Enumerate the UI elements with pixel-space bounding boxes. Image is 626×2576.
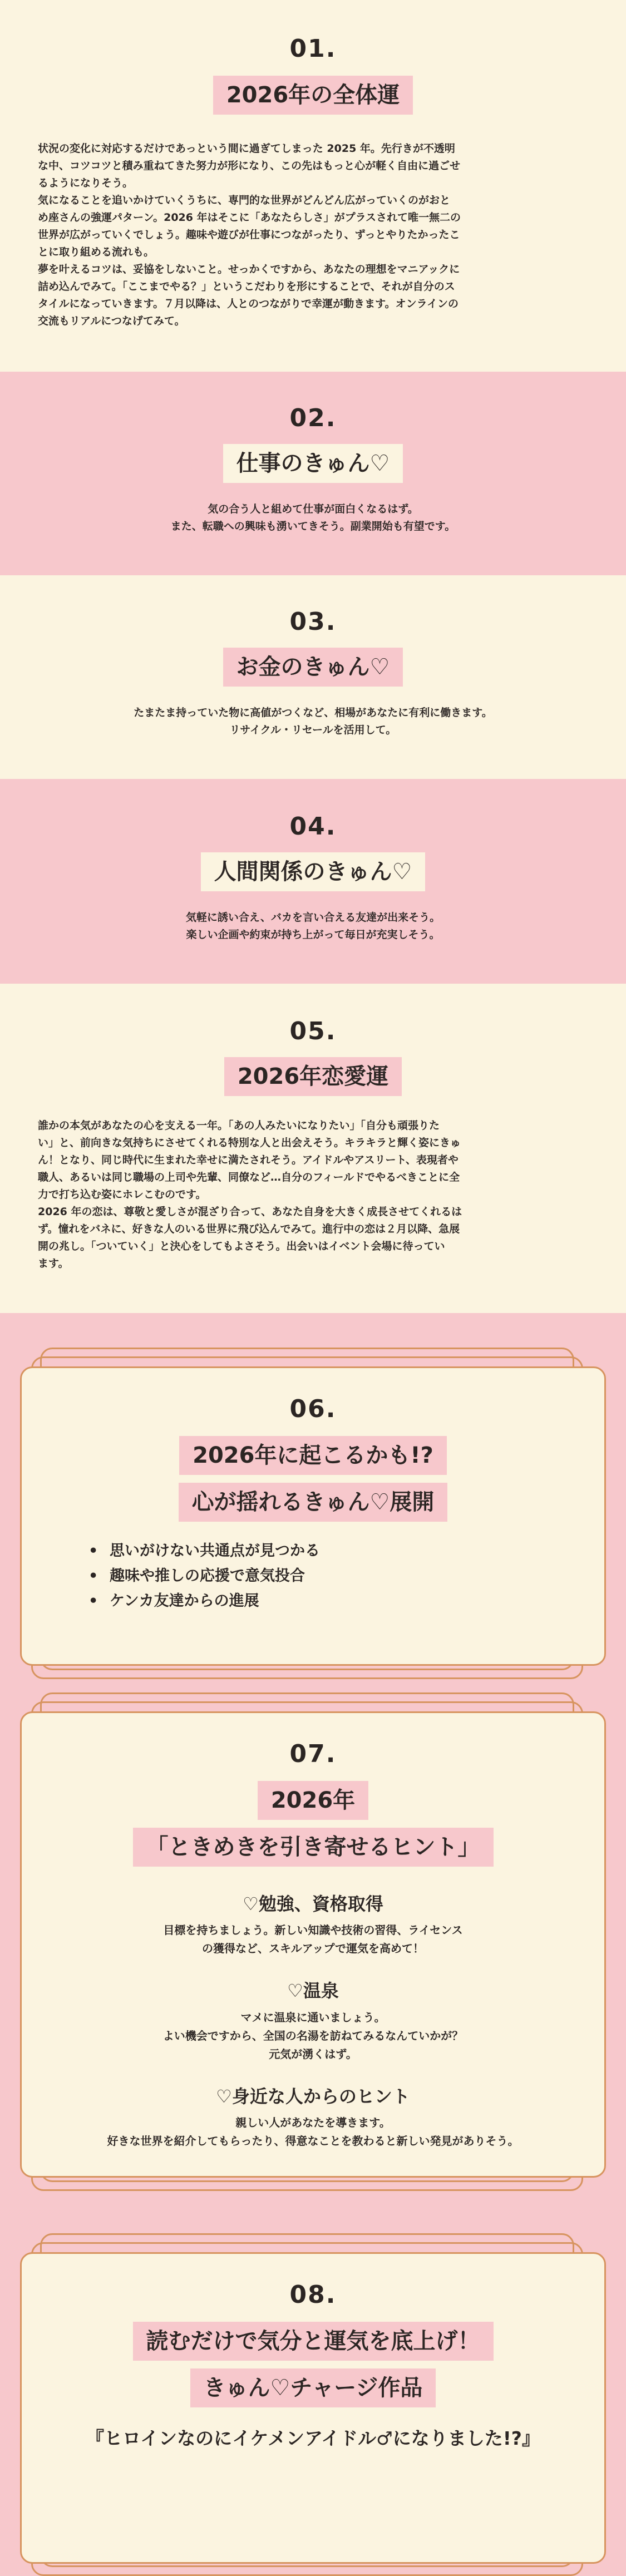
section-money bbox=[0, 575, 626, 779]
text-line: 開の兆し。「ついていく」と決心をしてもよさそう。出会いはイベント会場に待ってい bbox=[38, 1240, 445, 1252]
section-title: お金のきゅん♡ bbox=[223, 648, 403, 687]
section-number: 08. bbox=[289, 2281, 337, 2309]
list-item: • 思いがけない共通点が見つかる bbox=[88, 1538, 604, 1563]
text-line: るようになりそう。 bbox=[38, 177, 134, 189]
text-line: の獲得など、スキルアップで運気を高めて！ bbox=[202, 1942, 424, 1956]
card-hints bbox=[20, 1711, 606, 2178]
hint-close-people bbox=[22, 2086, 604, 2150]
development-list bbox=[88, 1538, 604, 1613]
text-line: よい機会ですから、全国の名湯を訪ねてみるなんていかが？ bbox=[162, 2029, 464, 2042]
text-line: また、転職への興味も湧いてきそう。副業開始も有望です。 bbox=[170, 520, 456, 532]
text-line: 詰め込んでみて。「ここまでやる？」というこだわりを形にすることで、それが自分のス bbox=[38, 280, 455, 293]
section-number: 02. bbox=[289, 404, 337, 432]
text-line: 好きな世界を紹介してもらったり、得意なことを教わると新しい発見がありそう。 bbox=[107, 2134, 519, 2148]
text-line: たまたま持っていた物に高値がつくなど、相場があなたに有利に働きます。 bbox=[134, 707, 492, 719]
section-title: 読むだけで気分と運気を底上げ！ bbox=[133, 2322, 494, 2361]
work-title: 『ヒロインなのにイケメンアイドル♂になりました!?』 bbox=[86, 2427, 540, 2449]
text-line: 誰かの本気があなたの心を支える一年。「あの人みたいになりたい」「自分も頑張りた bbox=[38, 1119, 440, 1132]
text-line: 職人、あるいは同じ職場の上司や先輩、同僚など…自分のフィールドでやるべきことに全 bbox=[38, 1171, 460, 1183]
text-line: 気になることを追いかけていくうちに、専門的な世界がどんどん広がっていくのがおと bbox=[38, 194, 451, 206]
text-line: め座さんの強運パターン。2026 年はそこに「あなたらしさ」がプラスされて唯一無二の bbox=[38, 211, 461, 224]
text-line: な中、コツコツと積み重ねてきた努力が形になり、この先はもっと心が軽く自由に過ごせ bbox=[38, 160, 461, 172]
hint-study bbox=[22, 1893, 604, 1958]
hint-text bbox=[22, 1921, 604, 1958]
section-title: 仕事のきゅん♡ bbox=[223, 444, 403, 483]
section-love-fortune bbox=[0, 984, 626, 1313]
text-line: 状況の変化に対応するだけであっという間に過ぎてしまった 2025 年。先行きが不透明 bbox=[38, 142, 455, 155]
hint-title: ♡身近な人からのヒント bbox=[216, 2085, 410, 2107]
card-possible-developments bbox=[20, 1366, 606, 1666]
section-work bbox=[0, 372, 626, 575]
text-line: ん！となり、同じ時代に生まれた幸せに満たされそう。アイドルやアスリート、表現者や bbox=[38, 1154, 459, 1166]
text-line: 気の合う人と組めて仕事が面白くなるはず。 bbox=[208, 503, 418, 515]
section-title: 2026年に起こるかも!? bbox=[179, 1436, 447, 1475]
card-recommended-work bbox=[20, 2252, 606, 2564]
section-subtitle: 心が揺れるきゅん♡展開 bbox=[179, 1483, 448, 1522]
section-title: 人間関係のきゅん♡ bbox=[201, 852, 426, 891]
text-line: マメに温泉に通いましょう。 bbox=[240, 2010, 386, 2024]
section-title: 2026年恋愛運 bbox=[224, 1057, 402, 1096]
text-line: 親しい人があなたを導きます。 bbox=[235, 2116, 391, 2130]
work-text bbox=[0, 501, 626, 535]
text-line: 気軽に誘い合え、バカを言い合える友達が出来そう。 bbox=[185, 911, 441, 924]
text-line: 夢を叶えるコツは、妥協をしないこと。せっかくですから、あなたの理想をマニアックに bbox=[38, 263, 460, 275]
text-line: リサイクル・リセールを活用して。 bbox=[229, 724, 397, 736]
text-line: 世界が広がっていくでしょう。趣味や遊びが仕事につながったり、ずっとやりたかったこ bbox=[38, 229, 460, 241]
text-line: 元気が湧くはず。 bbox=[269, 2047, 357, 2061]
section-number: 05. bbox=[289, 1017, 337, 1045]
list-item: • 趣味や推しの応援で意気投合 bbox=[88, 1563, 604, 1588]
text-line: い」と、前向きな気持ちにさせてくれる特別な人と出会えそう。キラキラと輝く姿にきゅ bbox=[38, 1137, 461, 1149]
section-number: 04. bbox=[289, 812, 337, 841]
hint-text bbox=[22, 2114, 604, 2150]
hint-title: ♡勉強、資格取得 bbox=[243, 1893, 383, 1914]
section-subtitle: 「ときめきを引き寄せるヒント」 bbox=[133, 1828, 494, 1867]
hint-title: ♡温泉 bbox=[287, 1980, 339, 2002]
text-line: タイルになっていきます。７月以降は、人とのつながりで幸運が動きます。オンラインの bbox=[38, 298, 459, 310]
relationships-text bbox=[0, 909, 626, 944]
love-fortune-text bbox=[38, 1117, 594, 1272]
hint-onsen bbox=[22, 1980, 604, 2063]
text-line: とに取り組める流れも。 bbox=[38, 246, 155, 258]
section-subtitle: きゅん♡チャージ作品 bbox=[190, 2368, 436, 2407]
text-line: ず。憧れをバネに、好きな人のいる世界に飛び込んでみて。進行中の恋は２月以降、急展 bbox=[38, 1223, 460, 1235]
overall-fortune-text bbox=[38, 140, 594, 330]
text-line: 楽しい企画や約束が持ち上がって毎日が充実しそう。 bbox=[186, 929, 440, 941]
section-title: 2026年 bbox=[258, 1781, 368, 1820]
section-title: 2026年の全体運 bbox=[213, 76, 413, 115]
text-line: 力で打ち込む姿にホレこむのです。 bbox=[38, 1188, 206, 1201]
hint-text bbox=[22, 2009, 604, 2064]
section-number: 01. bbox=[289, 34, 337, 63]
section-number: 07. bbox=[289, 1740, 337, 1768]
section-relationships bbox=[0, 779, 626, 984]
money-text bbox=[0, 704, 626, 739]
section-number: 06. bbox=[289, 1395, 337, 1423]
section-overall-fortune bbox=[0, 0, 626, 372]
list-item: • ケンカ友達からの進展 bbox=[88, 1588, 604, 1613]
text-line: 2026 年の恋は、尊敬と愛しさが混ざり合って、あなた自身を大きく成長させてくれるは bbox=[38, 1206, 462, 1218]
text-line: ます。 bbox=[38, 1257, 69, 1270]
text-line: 目標を持ちましょう。新しい知識や技術の習得、ライセンス bbox=[163, 1923, 463, 1937]
section-number: 03. bbox=[289, 608, 337, 636]
text-line: 交流もリアルにつなげてみて。 bbox=[38, 315, 185, 327]
